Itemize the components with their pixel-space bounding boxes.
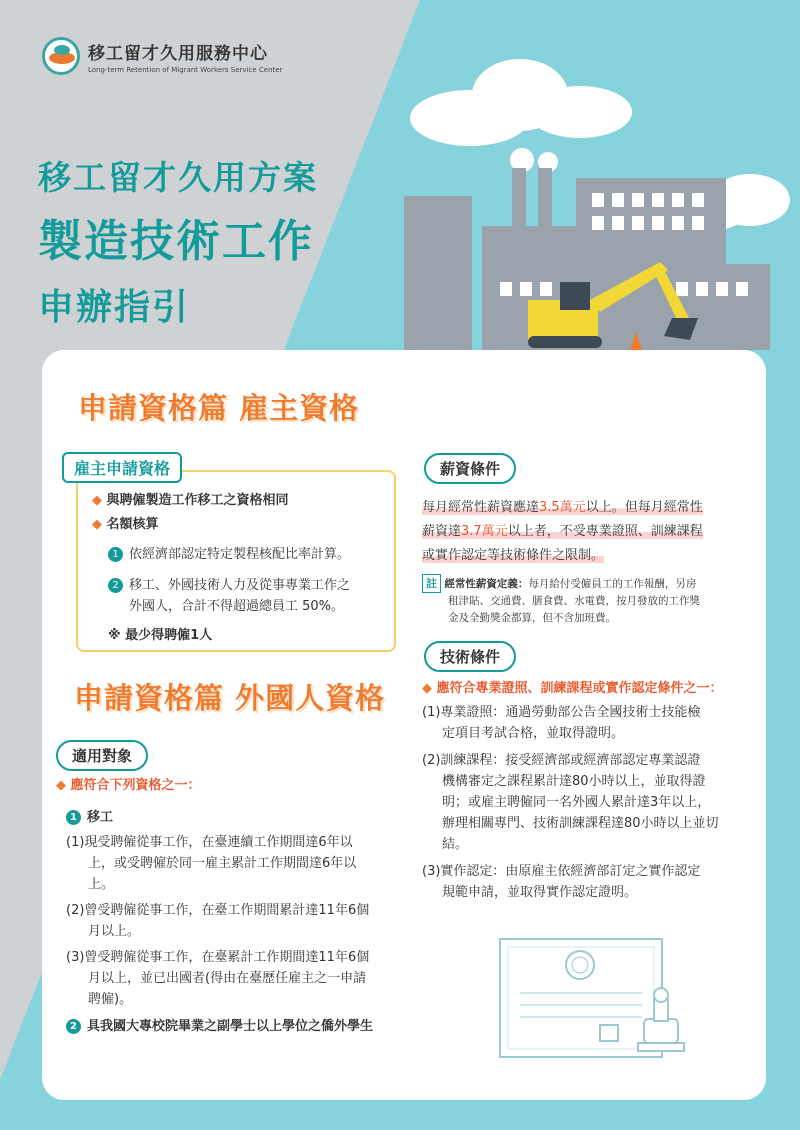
foreign-g1-text: 移工 <box>87 810 114 825</box>
employer-item1 <box>92 490 289 511</box>
salary-body <box>422 496 703 568</box>
salary-pill: 薪資條件 <box>424 453 516 484</box>
foreign-g1-a3: 上。 <box>88 877 115 892</box>
salary-note-line1: 每月給付受僱員工的工作報酬，另房 <box>528 578 697 590</box>
foreign-g1-c2: 月以上，並已出國者(得由在臺歷任雇主之一申請 <box>88 971 367 986</box>
foreign-g2-text: 具我國大專校院畢業之副學士以上學位之僑外學生 <box>87 1019 374 1034</box>
number-2-icon: 2 <box>66 1019 81 1034</box>
certificate-icon <box>496 935 696 1065</box>
employer-sub1 <box>108 544 350 565</box>
employer-sub2 <box>108 575 350 596</box>
diamond-icon: ◆ <box>92 517 102 532</box>
salary-line2: 薪資達3.7萬元以上者，不受專業證照、訓練課程 <box>422 524 703 539</box>
salary-note-line2: 租津貼、交通費、膳食費、水電費，按月發放的工作獎 <box>448 595 700 607</box>
foreign-pill: 適用對象 <box>56 740 148 771</box>
tech-c1-l1: (1)專業證照：通過勞動部公告全國技術士技能檢 <box>422 705 701 720</box>
title-line3: 申辦指引 <box>38 287 191 328</box>
employer-item2 <box>92 514 159 535</box>
tech-c3-l1: (3)實作認定：由原雇主依經濟部訂定之實作認定 <box>422 864 701 879</box>
org-name-en: Long-term Retention of Migrant Workers Service Center <box>88 65 283 74</box>
org-name-cn: 移工留才久用服務中心 <box>88 43 268 64</box>
salary-note-bold: 經常性薪資定義： <box>444 578 529 590</box>
tech-lead-text: 應符合專業證照、訓練課程或實作認定條件之一： <box>436 681 723 696</box>
foreign-g1-b2: 月以上。 <box>88 924 141 939</box>
number-1-icon: 1 <box>66 810 81 825</box>
foreign-g1-c3: 聘僱)。 <box>88 992 133 1007</box>
foreign-g1 <box>66 807 406 828</box>
tech-c3-l2: 規範申請，並取得實作認定證明。 <box>442 885 638 900</box>
employer-sub1-text: 依經濟部認定特定製程核配比率計算。 <box>129 547 351 562</box>
employer-item1-text: 與聘僱製造工作移工之資格相同 <box>106 493 289 508</box>
foreign-g1-c1: (3)曾受聘僱從事工作，在臺累計工作期間達11年6個 <box>66 950 370 965</box>
foreign-g2 <box>66 1016 406 1037</box>
diamond-icon: ◆ <box>92 493 102 508</box>
salary-line3: 或實作認定等技術條件之限制。 <box>422 548 605 563</box>
number-2-icon: 2 <box>108 578 123 593</box>
salary-note-line3: 金及全勤獎金都算，但不含加班費。 <box>448 612 616 624</box>
number-1-icon: 1 <box>108 547 123 562</box>
employer-item2-text: 名額核算 <box>106 517 159 532</box>
diamond-icon: ◆ <box>56 778 66 793</box>
diamond-icon: ◆ <box>422 681 432 696</box>
salary-note <box>422 574 742 627</box>
title-line1: 移工留才久用方案 <box>38 158 318 197</box>
employer-section-title: 申請資格篇 雇主資格 <box>78 391 360 425</box>
tech-pill: 技術條件 <box>424 641 516 672</box>
tech-c1-l2: 定項目考試合格，並取得證明。 <box>442 726 625 741</box>
foreign-list <box>66 807 406 1037</box>
tech-c2-l3: 明；或雇主聘僱同一名外國人累計達3年以上， <box>442 795 711 810</box>
salary-line1: 每月經常性薪資應達3.5萬元以上。但每月經常性 <box>422 500 703 515</box>
note-tag: 註 <box>422 574 441 593</box>
employer-box-label: 雇主申請資格 <box>62 452 182 483</box>
employer-min-note: ※ 最少得聘僱1人 <box>108 628 213 643</box>
org-logo <box>42 37 282 75</box>
tech-c2-l2: 機構審定之課程累計達80小時以上，並取得證 <box>442 774 706 789</box>
foreign-lead-text: 應符合下列資格之一： <box>70 778 201 793</box>
tech-lead <box>422 678 723 699</box>
foreign-g1-a2: 上，或受聘僱於同一雇主累計工作期間達6年以 <box>88 856 357 871</box>
tech-criteria <box>422 702 752 903</box>
logo-emblem-icon <box>42 37 80 75</box>
tech-c2-l5: 結。 <box>442 837 469 852</box>
employer-sub2-line1: 移工、外國技術人力及從事專業工作之 <box>129 578 351 593</box>
tech-c2-l4: 辦理相關專門、技術訓練課程達80小時以上並切 <box>442 816 719 831</box>
foreign-g1-a1: (1)現受聘僱從事工作，在臺連續工作期間達6年以 <box>66 835 353 850</box>
tech-c2-l1: (2)訓練課程：接受經濟部或經濟部認定專業認證 <box>422 753 701 768</box>
foreign-g1-b1: (2)曾受聘僱從事工作，在臺工作期間累計達11年6個 <box>66 903 370 918</box>
title-line2: 製造技術工作 <box>38 216 314 267</box>
foreign-section-title: 申請資格篇 外國人資格 <box>74 681 386 715</box>
foreign-lead <box>56 775 201 796</box>
employer-sub2-line2: 外國人，合計不得超過總員工 50%。 <box>129 599 345 614</box>
